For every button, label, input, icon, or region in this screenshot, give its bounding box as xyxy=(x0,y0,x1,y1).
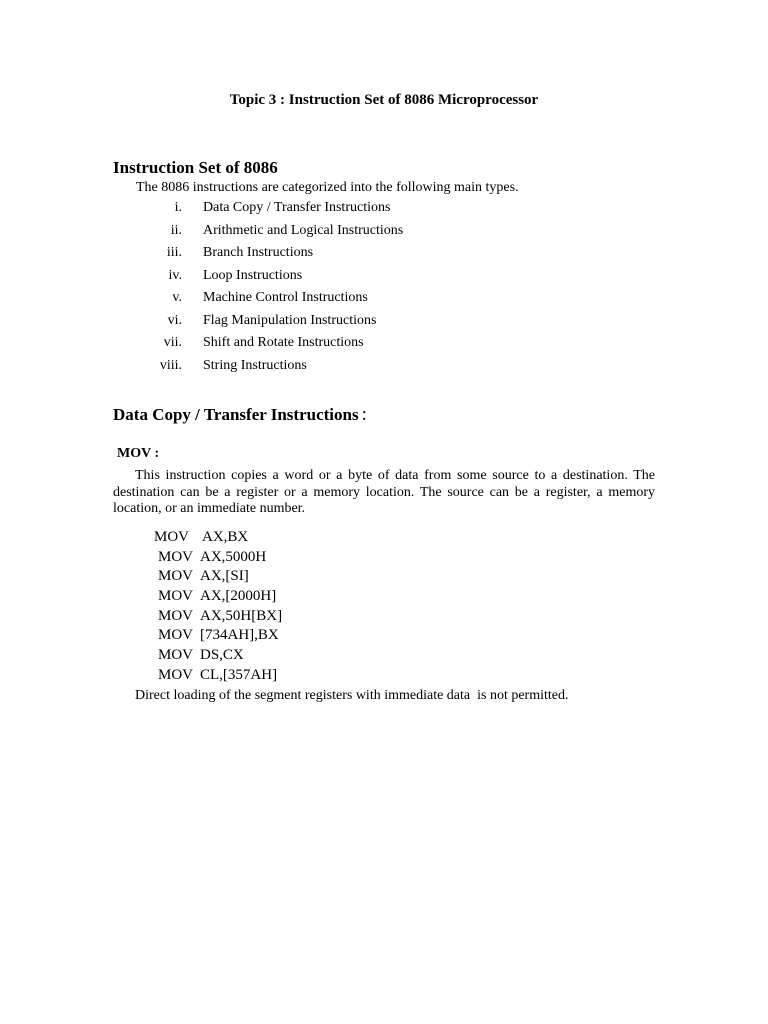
code-opcode: MOV xyxy=(158,647,194,664)
list-item xyxy=(140,357,403,380)
list-item xyxy=(140,222,403,245)
code-operands: AX,5000H xyxy=(200,548,267,565)
list-item xyxy=(140,244,403,267)
code-line xyxy=(154,607,282,627)
list-item-text: Data Copy / Transfer Instructions xyxy=(203,200,391,215)
code-operands: DS,CX xyxy=(200,647,244,664)
section-heading-data-copy xyxy=(113,404,367,426)
list-item xyxy=(140,289,403,312)
list-item-text: Machine Control Instructions xyxy=(203,290,368,305)
code-operands: AX,[SI] xyxy=(200,568,249,585)
list-item-number: ii. xyxy=(170,222,182,238)
list-item xyxy=(140,267,403,290)
code-opcode: MOV xyxy=(158,548,194,565)
code-operands: [734AH],BX xyxy=(200,627,279,644)
code-line xyxy=(154,548,282,568)
code-operands: CL,[357AH] xyxy=(200,666,278,683)
code-opcode: MOV xyxy=(158,627,194,644)
list-item-number: vii. xyxy=(163,335,182,350)
code-operands: AX,[2000H] xyxy=(200,588,277,605)
list-item-text: Loop Instructions xyxy=(203,267,303,283)
code-opcode: MOV xyxy=(158,588,194,605)
code-line xyxy=(154,567,282,587)
list-item xyxy=(140,312,403,335)
mov-description-text: This instruction copies a word or a byte of data from some source to a destination. The destination can be a register or a memory location. The source can be a register, a memory location, or an immediate number. xyxy=(113,468,655,516)
list-item-number: vi. xyxy=(167,312,182,328)
list-item-number: viii. xyxy=(159,357,182,373)
mov-label: MOV : xyxy=(117,446,160,461)
list-item-text: Branch Instructions xyxy=(203,245,314,260)
list-item-text: Arithmetic and Logical Instructions xyxy=(203,222,404,238)
list-item-number: v. xyxy=(172,290,182,305)
list-item-text: Flag Manipulation Instructions xyxy=(203,312,377,328)
code-line xyxy=(154,528,282,548)
instruction-type-list xyxy=(140,199,403,379)
code-line xyxy=(154,626,282,646)
list-item-text: String Instructions xyxy=(203,357,307,373)
code-line xyxy=(154,646,282,666)
code-line xyxy=(154,587,282,607)
code-opcode: MOV xyxy=(154,529,190,545)
section-heading-instruction-set: Instruction Set of 8086 xyxy=(113,158,278,177)
code-opcode: MOV xyxy=(158,666,194,683)
list-item-text: Shift and Rotate Instructions xyxy=(203,335,364,350)
page-title: Topic 3 : Instruction Set of 8086 Microprocessor xyxy=(229,92,539,108)
section-heading-text: Data Copy / Transfer Instructions xyxy=(113,405,359,424)
list-item-number: iii. xyxy=(166,245,182,260)
list-item-number: i. xyxy=(174,200,182,215)
mov-description xyxy=(113,468,655,518)
code-opcode: MOV xyxy=(158,607,194,624)
section-heading-colon: : xyxy=(361,404,367,425)
list-item-number: iv. xyxy=(168,267,182,283)
code-opcode: MOV xyxy=(158,568,194,585)
code-operands: AX,50H[BX] xyxy=(200,607,283,624)
code-line xyxy=(154,666,282,686)
list-item xyxy=(140,334,403,357)
intro-text: The 8086 instructions are categorized into the following main types. xyxy=(136,180,519,195)
mov-examples xyxy=(154,528,282,686)
segment-register-note: Direct loading of the segment registers with immediate data is not permitted. xyxy=(135,688,569,703)
list-item xyxy=(140,199,403,222)
code-operands: AX,BX xyxy=(202,529,249,545)
